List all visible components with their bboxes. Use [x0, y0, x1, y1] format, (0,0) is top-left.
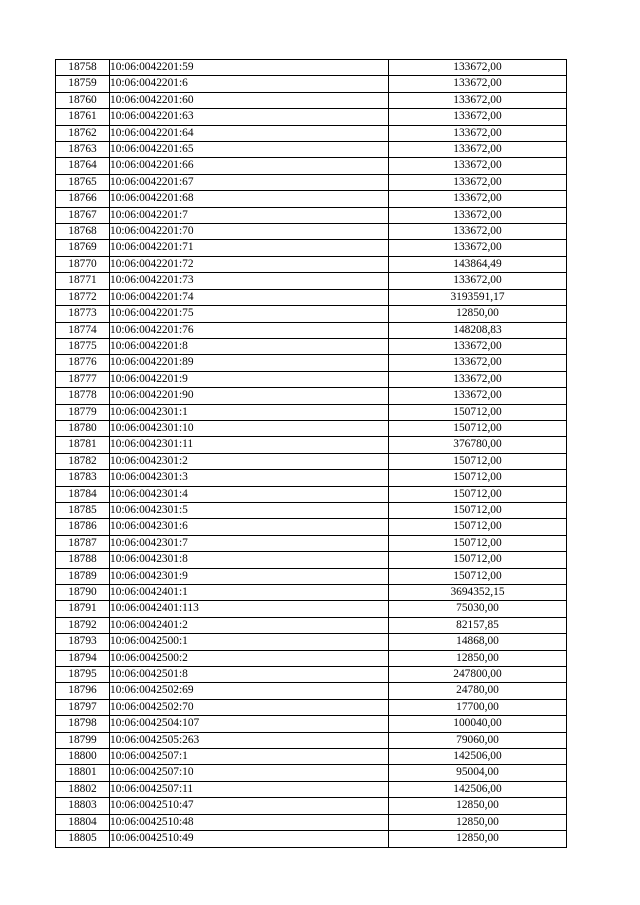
table-row — [56, 814, 567, 830]
row-number-cell: 18793 — [56, 634, 110, 650]
table-row — [56, 470, 567, 486]
cadastral-value-cell: 150712,00 — [389, 568, 567, 584]
cadastral-number-cell: 10:06:0042301:3 — [110, 470, 389, 486]
cadastral-value-cell: 150712,00 — [389, 535, 567, 551]
row-number-cell: 18802 — [56, 781, 110, 797]
table-row — [56, 322, 567, 338]
cadastral-value-cell: 133672,00 — [389, 224, 567, 240]
table-body — [56, 60, 567, 848]
cadastral-number-cell: 10:06:0042201:73 — [110, 273, 389, 289]
cadastral-value-cell: 12850,00 — [389, 831, 567, 847]
row-number-cell: 18770 — [56, 256, 110, 272]
cadastral-value-cell: 14868,00 — [389, 634, 567, 650]
cadastral-number-cell: 10:06:0042301:9 — [110, 568, 389, 584]
cadastral-value-cell: 150712,00 — [389, 519, 567, 535]
table-row — [56, 650, 567, 666]
cadastral-value-cell: 100040,00 — [389, 716, 567, 732]
cadastral-value-cell: 133672,00 — [389, 76, 567, 92]
row-number-cell: 18798 — [56, 716, 110, 732]
table-row — [56, 568, 567, 584]
row-number-cell: 18766 — [56, 191, 110, 207]
cadastral-number-cell: 10:06:0042201:89 — [110, 355, 389, 371]
table-row — [56, 224, 567, 240]
cadastral-value-cell: 150712,00 — [389, 552, 567, 568]
cadastral-number-cell: 10:06:0042201:67 — [110, 174, 389, 190]
table-row — [56, 256, 567, 272]
cadastral-number-cell: 10:06:0042507:10 — [110, 765, 389, 781]
cadastral-number-cell: 10:06:0042301:5 — [110, 502, 389, 518]
table-row — [56, 355, 567, 371]
cadastral-value-cell: 142506,00 — [389, 781, 567, 797]
cadastral-value-cell: 150712,00 — [389, 404, 567, 420]
cadastral-number-cell: 10:06:0042201:66 — [110, 158, 389, 174]
table-row — [56, 109, 567, 125]
cadastral-value-cell: 95004,00 — [389, 765, 567, 781]
cadastral-number-cell: 10:06:0042201:68 — [110, 191, 389, 207]
cadastral-number-cell: 10:06:0042201:8 — [110, 338, 389, 354]
cadastral-value-cell: 12850,00 — [389, 814, 567, 830]
cadastral-number-cell: 10:06:0042201:60 — [110, 92, 389, 108]
cadastral-number-cell: 10:06:0042500:1 — [110, 634, 389, 650]
cadastral-value-cell: 133672,00 — [389, 191, 567, 207]
table-row — [56, 617, 567, 633]
cadastral-value-cell: 3193591,17 — [389, 289, 567, 305]
row-number-cell: 18801 — [56, 765, 110, 781]
cadastral-number-cell: 10:06:0042301:6 — [110, 519, 389, 535]
row-number-cell: 18786 — [56, 519, 110, 535]
row-number-cell: 18758 — [56, 60, 110, 76]
cadastral-value-cell: 150712,00 — [389, 470, 567, 486]
cadastral-value-cell: 3694352,15 — [389, 585, 567, 601]
row-number-cell: 18796 — [56, 683, 110, 699]
cadastral-number-cell: 10:06:0042201:64 — [110, 125, 389, 141]
row-number-cell: 18799 — [56, 732, 110, 748]
table-row — [56, 92, 567, 108]
row-number-cell: 18782 — [56, 453, 110, 469]
cadastral-number-cell: 10:06:0042201:6 — [110, 76, 389, 92]
cadastral-value-cell: 133672,00 — [389, 240, 567, 256]
table-row — [56, 289, 567, 305]
cadastral-number-cell: 10:06:0042201:72 — [110, 256, 389, 272]
table-row — [56, 60, 567, 76]
row-number-cell: 18772 — [56, 289, 110, 305]
cadastral-number-cell: 10:06:0042201:65 — [110, 142, 389, 158]
row-number-cell: 18790 — [56, 585, 110, 601]
cadastral-value-cell: 133672,00 — [389, 158, 567, 174]
row-number-cell: 18776 — [56, 355, 110, 371]
cadastral-number-cell: 10:06:0042507:1 — [110, 749, 389, 765]
table-row — [56, 76, 567, 92]
cadastral-value-cell: 133672,00 — [389, 92, 567, 108]
cadastral-number-cell: 10:06:0042301:4 — [110, 486, 389, 502]
cadastral-value-cell: 133672,00 — [389, 125, 567, 141]
cadastral-value-cell: 247800,00 — [389, 667, 567, 683]
row-number-cell: 18795 — [56, 667, 110, 683]
cadastral-value-cell: 133672,00 — [389, 109, 567, 125]
table-row — [56, 502, 567, 518]
row-number-cell: 18800 — [56, 749, 110, 765]
cadastral-number-cell: 10:06:0042401:2 — [110, 617, 389, 633]
table-row — [56, 338, 567, 354]
table-row — [56, 142, 567, 158]
table-row — [56, 535, 567, 551]
cadastral-value-cell: 150712,00 — [389, 420, 567, 436]
table-row — [56, 634, 567, 650]
row-number-cell: 18784 — [56, 486, 110, 502]
row-number-cell: 18760 — [56, 92, 110, 108]
cadastral-number-cell: 10:06:0042504:107 — [110, 716, 389, 732]
table-row — [56, 667, 567, 683]
cadastral-number-cell: 10:06:0042201:70 — [110, 224, 389, 240]
cadastral-number-cell: 10:06:0042510:48 — [110, 814, 389, 830]
row-number-cell: 18769 — [56, 240, 110, 256]
cadastral-number-cell: 10:06:0042301:11 — [110, 437, 389, 453]
cadastral-value-cell: 133672,00 — [389, 355, 567, 371]
row-number-cell: 18775 — [56, 338, 110, 354]
cadastral-number-cell: 10:06:0042201:76 — [110, 322, 389, 338]
cadastral-value-cell: 133672,00 — [389, 60, 567, 76]
row-number-cell: 18762 — [56, 125, 110, 141]
row-number-cell: 18765 — [56, 174, 110, 190]
row-number-cell: 18778 — [56, 388, 110, 404]
cadastral-number-cell: 10:06:0042201:59 — [110, 60, 389, 76]
cadastral-value-cell: 133672,00 — [389, 273, 567, 289]
table-row — [56, 798, 567, 814]
cadastral-number-cell: 10:06:0042301:10 — [110, 420, 389, 436]
table-row — [56, 371, 567, 387]
cadastral-value-cell: 75030,00 — [389, 601, 567, 617]
table-row — [56, 207, 567, 223]
cadastral-value-table — [55, 59, 567, 848]
cadastral-value-cell: 142506,00 — [389, 749, 567, 765]
cadastral-number-cell: 10:06:0042301:7 — [110, 535, 389, 551]
cadastral-value-cell: 143864,49 — [389, 256, 567, 272]
cadastral-number-cell: 10:06:0042301:1 — [110, 404, 389, 420]
table-row — [56, 306, 567, 322]
row-number-cell: 18780 — [56, 420, 110, 436]
table-row — [56, 420, 567, 436]
cadastral-value-cell: 17700,00 — [389, 699, 567, 715]
row-number-cell: 18789 — [56, 568, 110, 584]
row-number-cell: 18768 — [56, 224, 110, 240]
table-row — [56, 716, 567, 732]
row-number-cell: 18767 — [56, 207, 110, 223]
cadastral-number-cell: 10:06:0042301:8 — [110, 552, 389, 568]
table-row — [56, 749, 567, 765]
cadastral-value-cell: 12850,00 — [389, 306, 567, 322]
row-number-cell: 18788 — [56, 552, 110, 568]
table-row — [56, 240, 567, 256]
table-row — [56, 125, 567, 141]
cadastral-value-cell: 133672,00 — [389, 207, 567, 223]
cadastral-value-cell: 148208,83 — [389, 322, 567, 338]
table-row — [56, 453, 567, 469]
table-row — [56, 601, 567, 617]
table-row — [56, 585, 567, 601]
cadastral-number-cell: 10:06:0042201:7 — [110, 207, 389, 223]
cadastral-number-cell: 10:06:0042505:263 — [110, 732, 389, 748]
cadastral-value-cell: 150712,00 — [389, 502, 567, 518]
row-number-cell: 18781 — [56, 437, 110, 453]
cadastral-value-cell: 150712,00 — [389, 486, 567, 502]
cadastral-number-cell: 10:06:0042301:2 — [110, 453, 389, 469]
row-number-cell: 18787 — [56, 535, 110, 551]
cadastral-value-cell: 133672,00 — [389, 338, 567, 354]
cadastral-value-cell: 12850,00 — [389, 798, 567, 814]
cadastral-number-cell: 10:06:0042201:71 — [110, 240, 389, 256]
cadastral-value-cell: 82157,85 — [389, 617, 567, 633]
table-row — [56, 699, 567, 715]
row-number-cell: 18804 — [56, 814, 110, 830]
cadastral-number-cell: 10:06:0042201:90 — [110, 388, 389, 404]
row-number-cell: 18791 — [56, 601, 110, 617]
row-number-cell: 18783 — [56, 470, 110, 486]
row-number-cell: 18764 — [56, 158, 110, 174]
table-row — [56, 174, 567, 190]
cadastral-value-cell: 79060,00 — [389, 732, 567, 748]
table-row — [56, 732, 567, 748]
table-row — [56, 486, 567, 502]
row-number-cell: 18803 — [56, 798, 110, 814]
table-row — [56, 552, 567, 568]
cadastral-number-cell: 10:06:0042502:69 — [110, 683, 389, 699]
cadastral-number-cell: 10:06:0042401:113 — [110, 601, 389, 617]
table-row — [56, 388, 567, 404]
cadastral-number-cell: 10:06:0042510:47 — [110, 798, 389, 814]
row-number-cell: 18761 — [56, 109, 110, 125]
row-number-cell: 18792 — [56, 617, 110, 633]
cadastral-value-cell: 133672,00 — [389, 371, 567, 387]
cadastral-number-cell: 10:06:0042507:11 — [110, 781, 389, 797]
table-row — [56, 781, 567, 797]
cadastral-value-cell: 133672,00 — [389, 174, 567, 190]
cadastral-number-cell: 10:06:0042510:49 — [110, 831, 389, 847]
cadastral-value-cell: 24780,00 — [389, 683, 567, 699]
row-number-cell: 18779 — [56, 404, 110, 420]
row-number-cell: 18777 — [56, 371, 110, 387]
cadastral-number-cell: 10:06:0042201:74 — [110, 289, 389, 305]
table-row — [56, 273, 567, 289]
table-row — [56, 158, 567, 174]
row-number-cell: 18785 — [56, 502, 110, 518]
cadastral-number-cell: 10:06:0042201:63 — [110, 109, 389, 125]
table-row — [56, 683, 567, 699]
cadastral-value-cell: 376780,00 — [389, 437, 567, 453]
cadastral-value-cell: 133672,00 — [389, 142, 567, 158]
cadastral-number-cell: 10:06:0042501:8 — [110, 667, 389, 683]
row-number-cell: 18763 — [56, 142, 110, 158]
row-number-cell: 18805 — [56, 831, 110, 847]
row-number-cell: 18774 — [56, 322, 110, 338]
row-number-cell: 18797 — [56, 699, 110, 715]
row-number-cell: 18759 — [56, 76, 110, 92]
table-row — [56, 765, 567, 781]
cadastral-number-cell: 10:06:0042500:2 — [110, 650, 389, 666]
row-number-cell: 18794 — [56, 650, 110, 666]
table-row — [56, 519, 567, 535]
table-row — [56, 437, 567, 453]
table-row — [56, 191, 567, 207]
cadastral-value-cell: 133672,00 — [389, 388, 567, 404]
cadastral-value-cell: 12850,00 — [389, 650, 567, 666]
cadastral-number-cell: 10:06:0042401:1 — [110, 585, 389, 601]
row-number-cell: 18771 — [56, 273, 110, 289]
cadastral-number-cell: 10:06:0042502:70 — [110, 699, 389, 715]
table-row — [56, 404, 567, 420]
cadastral-number-cell: 10:06:0042201:9 — [110, 371, 389, 387]
cadastral-value-cell: 150712,00 — [389, 453, 567, 469]
row-number-cell: 18773 — [56, 306, 110, 322]
cadastral-number-cell: 10:06:0042201:75 — [110, 306, 389, 322]
table-row — [56, 831, 567, 847]
